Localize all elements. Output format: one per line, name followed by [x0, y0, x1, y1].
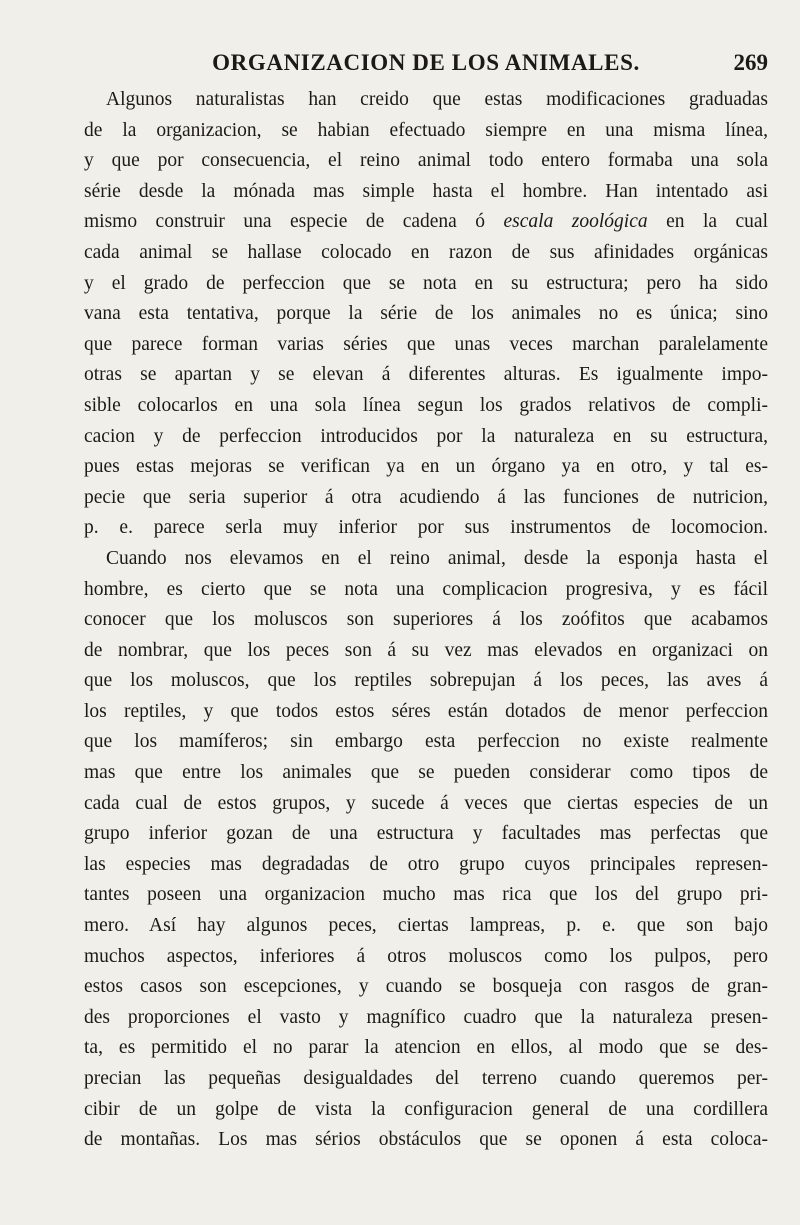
text-line: Algunos naturalistas han creido que estas modificaciones graduadas [106, 89, 768, 110]
running-header [84, 48, 768, 84]
text-line: conocer que los moluscos son superiores á los zoófitos que acabamos [84, 609, 768, 631]
text-line: precian las pequeñas desigualdades del terreno cuando queremos per- [84, 1068, 768, 1089]
text-line: des proporciones el vasto y magnífico cuadro que la naturaleza presen- [84, 1006, 768, 1028]
text-line: de montañas. Los mas sérios obstáculos que se oponen á esta coloca- [84, 1129, 768, 1151]
text-line: otras se apartan y se elevan á diferentes alturas. Es igualmente impo- [84, 364, 768, 386]
text-line: mero. Así hay algunos peces, ciertas lampreas, p. e. que son bajo [84, 915, 768, 937]
text-line: y que por consecuencia, el reino animal todo entero formaba una sola [84, 150, 768, 172]
italic-term: escala zoológica [503, 211, 648, 233]
text-line: vana esta tentativa, porque la série de los animales no es única; sino [84, 303, 768, 325]
text-line: los reptiles, y que todos estos séres están dotados de menor perfeccion [84, 700, 768, 722]
text-line: Cuando nos elevamos en el reino animal, desde la esponja hasta el [106, 547, 768, 569]
text-line: muchos aspectos, inferiores á otros moluscos como los pulpos, pero [84, 945, 768, 967]
text-line: grupo inferior gozan de una estructura y facultades mas perfectas que [84, 823, 768, 845]
text-line: de nombrar, que los peces son á su vez mas elevados en organizaci on [84, 639, 768, 661]
text-run: mismo construir una especie de cadena ó [84, 211, 504, 233]
text-line: y el grado de perfeccion que se nota en su estructura; pero ha sido [84, 272, 768, 294]
text-line: cada animal se hallase colocado en razon de sus afinidades orgánicas [84, 241, 768, 263]
text-line: de la organizacion, se habian efectuado siempre en una misma línea, [84, 119, 768, 141]
text-line: las especies mas degradadas de otro grupo cuyos principales represen- [84, 853, 768, 875]
text-line: que los mamíferos; sin embargo esta perfeccion no existe realmente [84, 731, 768, 753]
text-line: mas que entre los animales que se pueden considerar como tipos de [84, 762, 768, 784]
text-line: tantes poseen una organizacion mucho mas rica que los del grupo pri- [84, 884, 768, 906]
text-run: en la cual [647, 211, 768, 233]
text-line: pecie que seria superior á otra acudiendo á las funciones de nutricion, [84, 486, 768, 508]
text-line: p. e. parece serla muy inferior por sus instrumentos de locomocion. [84, 517, 768, 539]
body-paragraph [84, 85, 768, 1156]
text-line: pues estas mejoras se verifican ya en un órgano ya en otro, y tal es- [84, 456, 768, 478]
page-number: 269 [733, 50, 768, 75]
text-line: hombre, es cierto que se nota una complicacion progresiva, y es fácil [84, 578, 768, 600]
text-line: que los moluscos, que los reptiles sobrepujan á los peces, las aves á [84, 670, 768, 692]
text-line: cibir de un golpe de vista la configuracion general de una cordillera [84, 1098, 768, 1120]
text-line: sible colocarlos en una sola línea segun los grados relativos de compli- [84, 394, 768, 416]
text-line: que parece forman varias séries que unas veces marchan paralelamente [84, 333, 768, 355]
running-title: ORGANIZACION DE LOS ANIMALES. [212, 50, 640, 75]
text-line-with-italic [84, 207, 768, 238]
text-line: cada cual de estos grupos, y sucede á veces que ciertas especies de un [84, 792, 768, 814]
text-line: série desde la mónada mas simple hasta el hombre. Han intentado asi [84, 180, 768, 202]
text-line: ta, es permitido el no parar la atencion en ellos, al modo que se des- [84, 1037, 768, 1059]
text-line: cacion y de perfeccion introducidos por la naturaleza en su estructura, [84, 425, 768, 447]
text-line: estos casos son escepciones, y cuando se bosqueja con rasgos de gran- [84, 976, 768, 998]
